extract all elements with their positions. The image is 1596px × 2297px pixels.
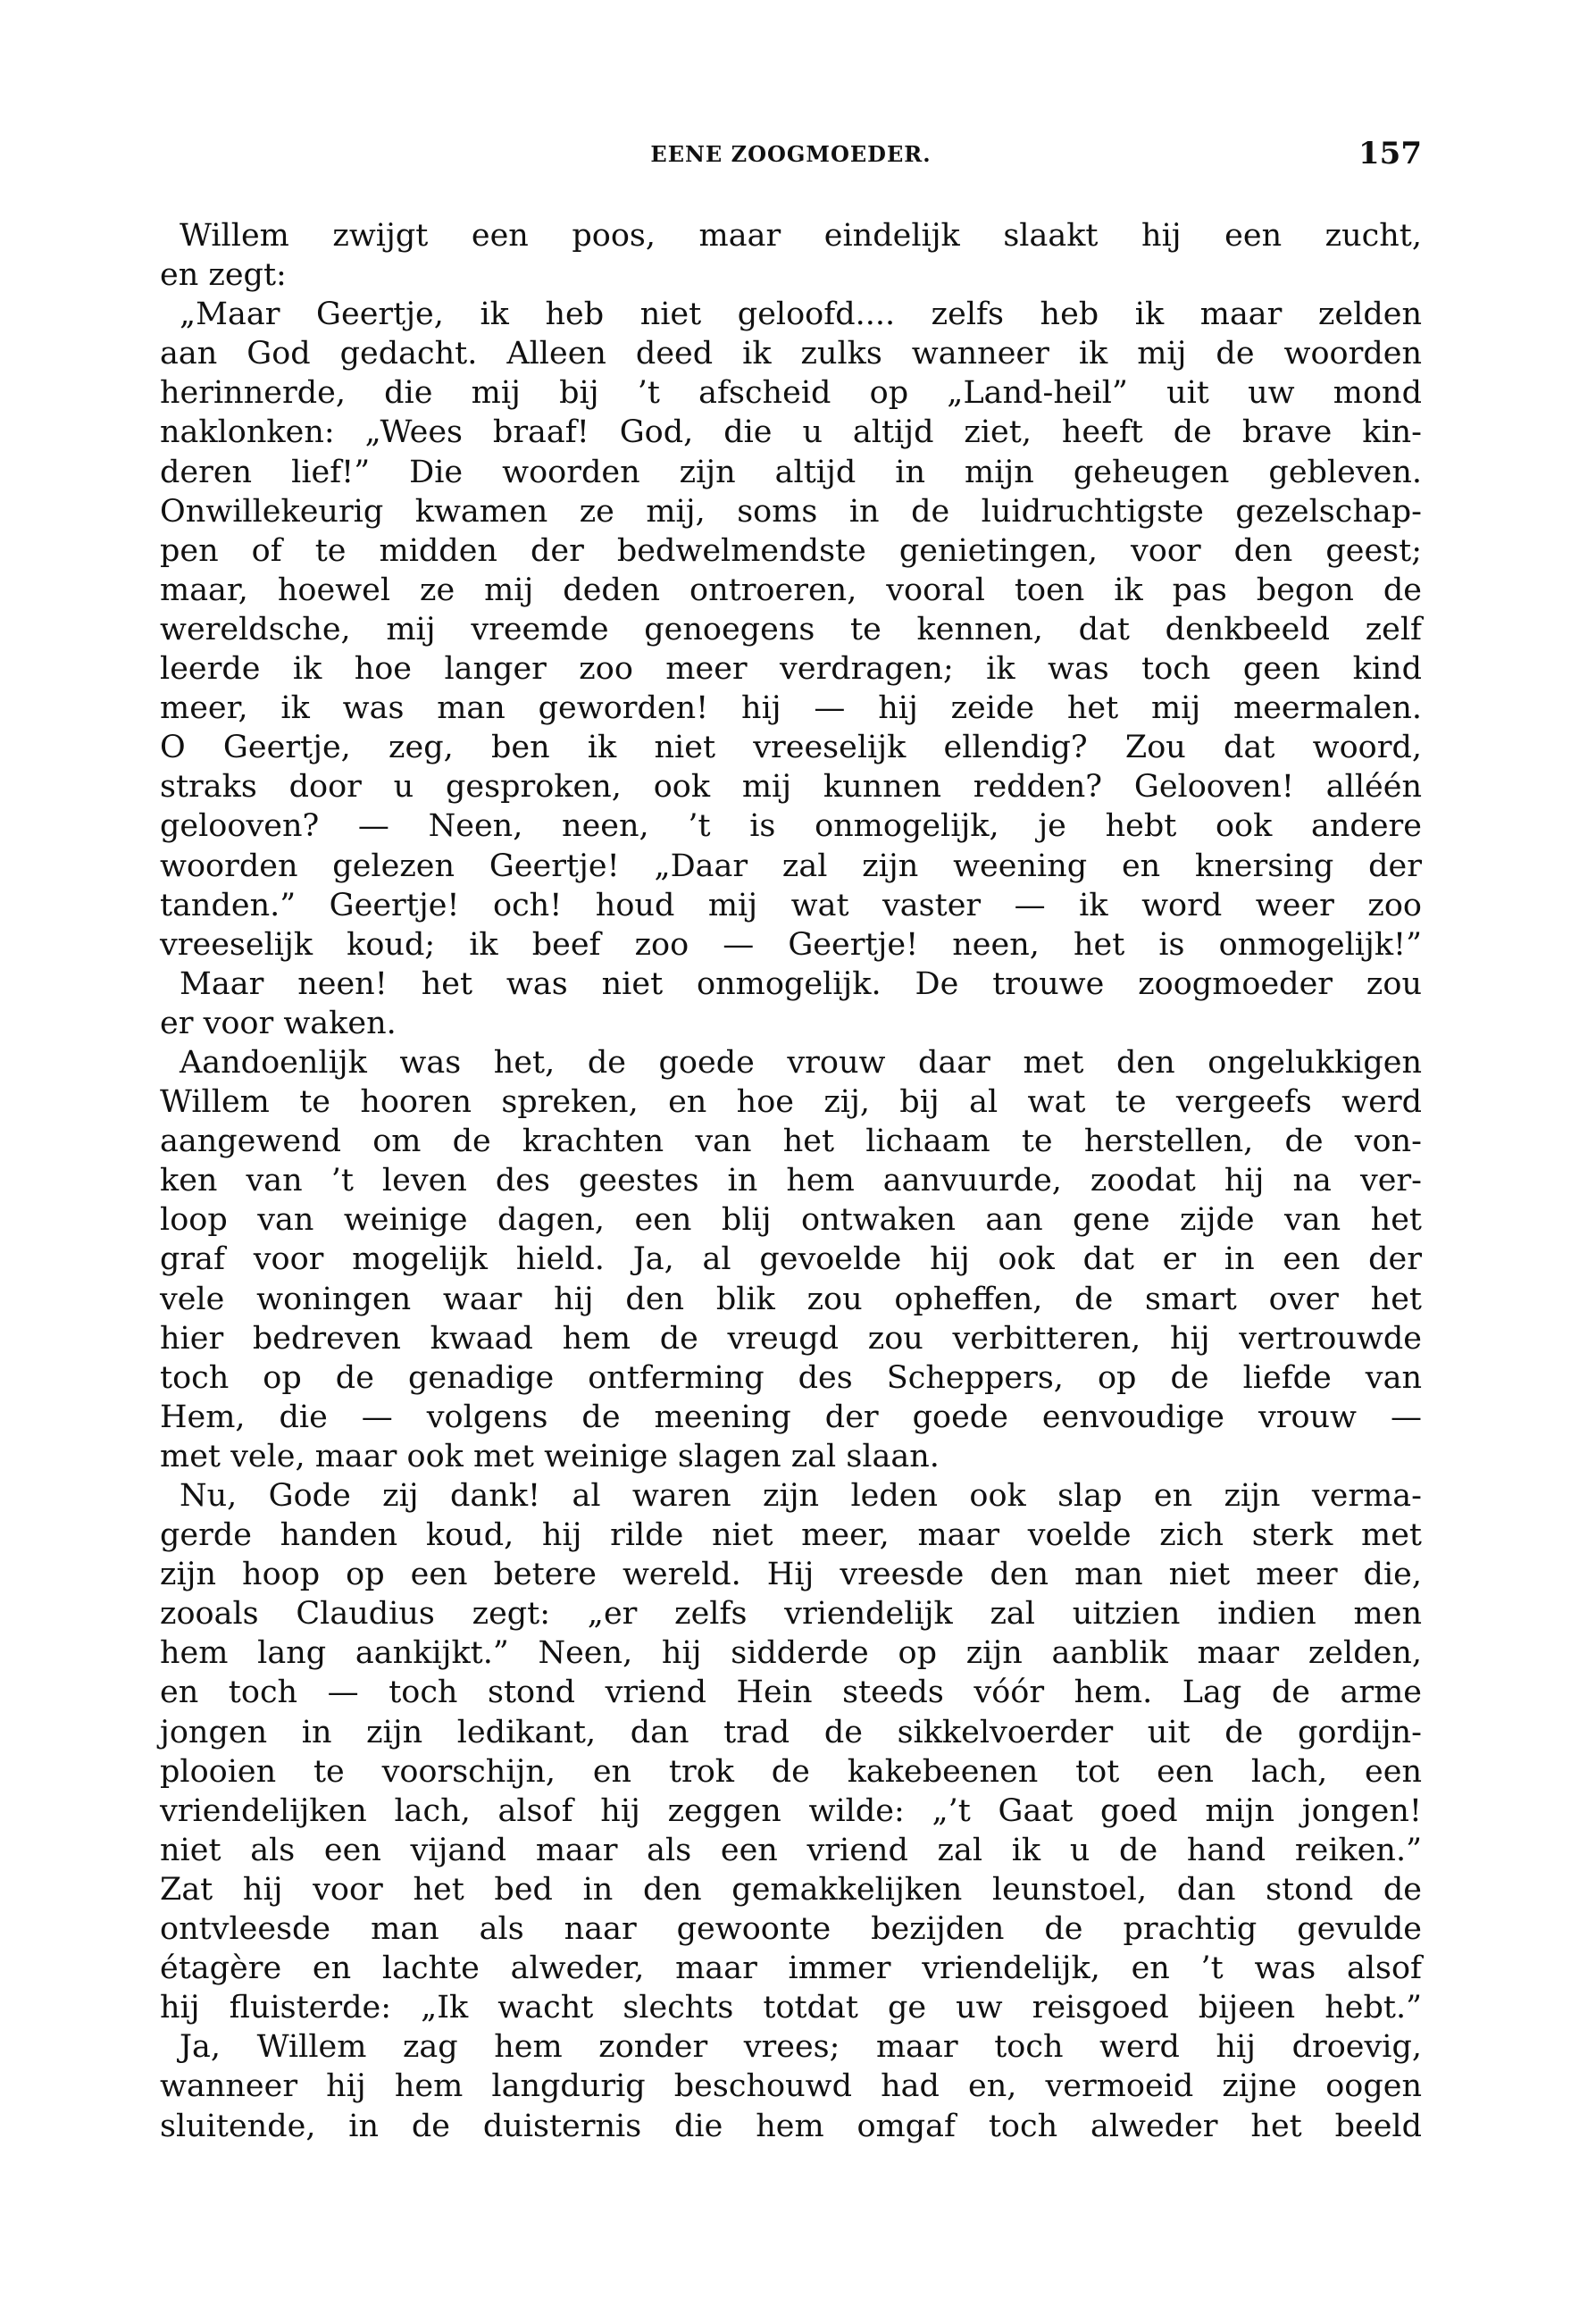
- text-line: aangewend om de krachten van het lichaam te herstellen, de von-: [160, 1123, 1422, 1160]
- text-line: en toch — toch stond vriend Hein steeds vóór hem. Lag de arme: [160, 1675, 1422, 1711]
- text-line: en zegt:: [160, 257, 287, 294]
- text-line: vele woningen waar hij den blik zou opheffen, de smart over het: [160, 1281, 1422, 1317]
- text-line: Willem te hooren spreken, en hoe zij, bij al wat te vergeefs werd: [160, 1084, 1422, 1121]
- text-line: gerde handen koud, hij rilde niet meer, maar voelde zich sterk met: [160, 1517, 1422, 1554]
- text-line: vreeselijk koud; ik beef zoo — Geertje! neen, het is onmogelijk!”: [160, 926, 1422, 963]
- text-line: Nu, Gode zij dank! al waren zijn leden ook slap en zijn verma-: [180, 1478, 1422, 1514]
- text-line: wanneer hij hem langdurig beschouwd had en, vermoeid zijne oogen: [160, 2068, 1422, 2105]
- text-line: straks door u gesproken, ook mij kunnen redden? Gelooven! alléén: [160, 769, 1422, 806]
- running-header: [160, 136, 1422, 171]
- text-line: zijn hoop op een betere wereld. Hij vreesde den man niet meer die,: [160, 1557, 1422, 1593]
- body-text: [160, 216, 1422, 2146]
- text-line: vriendelijken lach, alsof hij zeggen wilde: „’t Gaat goed mijn jongen!: [160, 1792, 1422, 1829]
- text-line: tanden.” Geertje! och! houd mij wat vaster — ik word weer zoo: [160, 887, 1422, 923]
- text-line: Willem zwijgt een poos, maar eindelijk slaakt hij een zucht,: [180, 218, 1422, 254]
- text-line: ontvleesde man als naar gewoonte bezijden de prachtig gevulde: [160, 1911, 1422, 1948]
- text-line: Hem, die — volgens de meening der goede eenvoudige vrouw —: [160, 1399, 1422, 1435]
- text-line: er voor waken.: [160, 1005, 397, 1041]
- text-line: wereldsche, mij vreemde genoegens te kennen, dat denkbeeld zelf: [160, 611, 1422, 647]
- text-line: gelooven? — Neen, neen, ’t is onmogelijk, je hebt ook andere: [160, 808, 1422, 845]
- text-line: meer, ik was man geworden! hij — hij zeide het mij meermalen.: [160, 690, 1422, 727]
- text-line: jongen in zijn ledikant, dan trad de sikkelvoerder uit de gordijn-: [160, 1714, 1422, 1750]
- text-line: plooien te voorschijn, en trok de kakebeenen tot een lach, een: [160, 1753, 1422, 1790]
- text-line: zooals Claudius zegt: „er zelfs vriendelijk zal uitzien indien men: [160, 1596, 1422, 1633]
- text-line: hij fluisterde: „Ik wacht slechts totdat ge uw reisgoed bijeen hebt.”: [160, 1990, 1422, 2026]
- text-line: Aandoenlijk was het, de goede vrouw daar met den ongelukkigen: [180, 1044, 1422, 1081]
- text-line: graf voor mogelijk hield. Ja, al gevoelde hij ook dat er in een der: [160, 1241, 1422, 1278]
- running-title: EENE ZOOGMOEDER.: [650, 141, 932, 167]
- text-line: niet als een vijand maar als een vriend zal ik u de hand reiken.”: [160, 1832, 1422, 1868]
- text-line: sluitende, in de duisternis die hem omgaf toch alweder het beeld: [160, 2108, 1422, 2144]
- text-line: „Maar Geertje, ik heb niet geloofd.... zelfs heb ik maar zelden: [180, 297, 1422, 333]
- text-line: O Geertje, zeg, ben ik niet vreeselijk ellendig? Zou dat woord,: [160, 730, 1422, 766]
- text-line: leerde ik hoe langer zoo meer verdragen; ik was toch geen kind: [160, 651, 1422, 688]
- text-line: étagère en lachte alweder, maar immer vriendelijk, en ’t was alsof: [160, 1950, 1422, 1987]
- text-line: ken van ’t leven des geestes in hem aanvuurde, zoodat hij na ver-: [160, 1163, 1422, 1199]
- text-line: Ja, Willem zag hem zonder vrees; maar toch werd hij droevig,: [180, 2029, 1422, 2066]
- text-line: Onwillekeurig kwamen ze mij, soms in de luidruchtigste gezelschap-: [160, 493, 1422, 530]
- text-line: hier bedreven kwaad hem de vreugd zou verbitteren, hij vertrouwde: [160, 1320, 1422, 1357]
- text-line: hem lang aankijkt.” Neen, hij sidderde op zijn aanblik maar zelden,: [160, 1635, 1422, 1672]
- text-line: woorden gelezen Geertje! „Daar zal zijn weening en knersing der: [160, 848, 1422, 884]
- text-line: deren lief!” Die woorden zijn altijd in mijn geheugen gebleven.: [160, 454, 1422, 490]
- text-line: Maar neen! het was niet onmogelijk. De trouwe zoogmoeder zou: [180, 965, 1422, 1002]
- text-line: toch op de genadige ontferming des Scheppers, op de liefde van: [160, 1359, 1422, 1396]
- text-line: naklonken: „Wees braaf! God, die u altijd ziet, heeft de brave kin-: [160, 414, 1422, 451]
- text-line: aan God gedacht. Alleen deed ik zulks wanneer ik mij de woorden: [160, 336, 1422, 372]
- text-line: loop van weinige dagen, een blij ontwaken aan gene zijde van het: [160, 1202, 1422, 1239]
- text-line: pen of te midden der bedwelmendste genietingen, voor den geest;: [160, 532, 1422, 569]
- text-line: met vele, maar ook met weinige slagen zal slaan.: [160, 1438, 940, 1474]
- text-line: Zat hij voor het bed in den gemakkelijken leunstoel, dan stond de: [160, 1871, 1422, 1908]
- text-line: maar, hoewel ze mij deden ontroeren, vooral toen ik pas begon de: [160, 572, 1422, 608]
- page-number: 157: [1358, 136, 1422, 171]
- text-line: herinnerde, die mij bij ’t afscheid op „Land-heil” uit uw mond: [160, 375, 1422, 412]
